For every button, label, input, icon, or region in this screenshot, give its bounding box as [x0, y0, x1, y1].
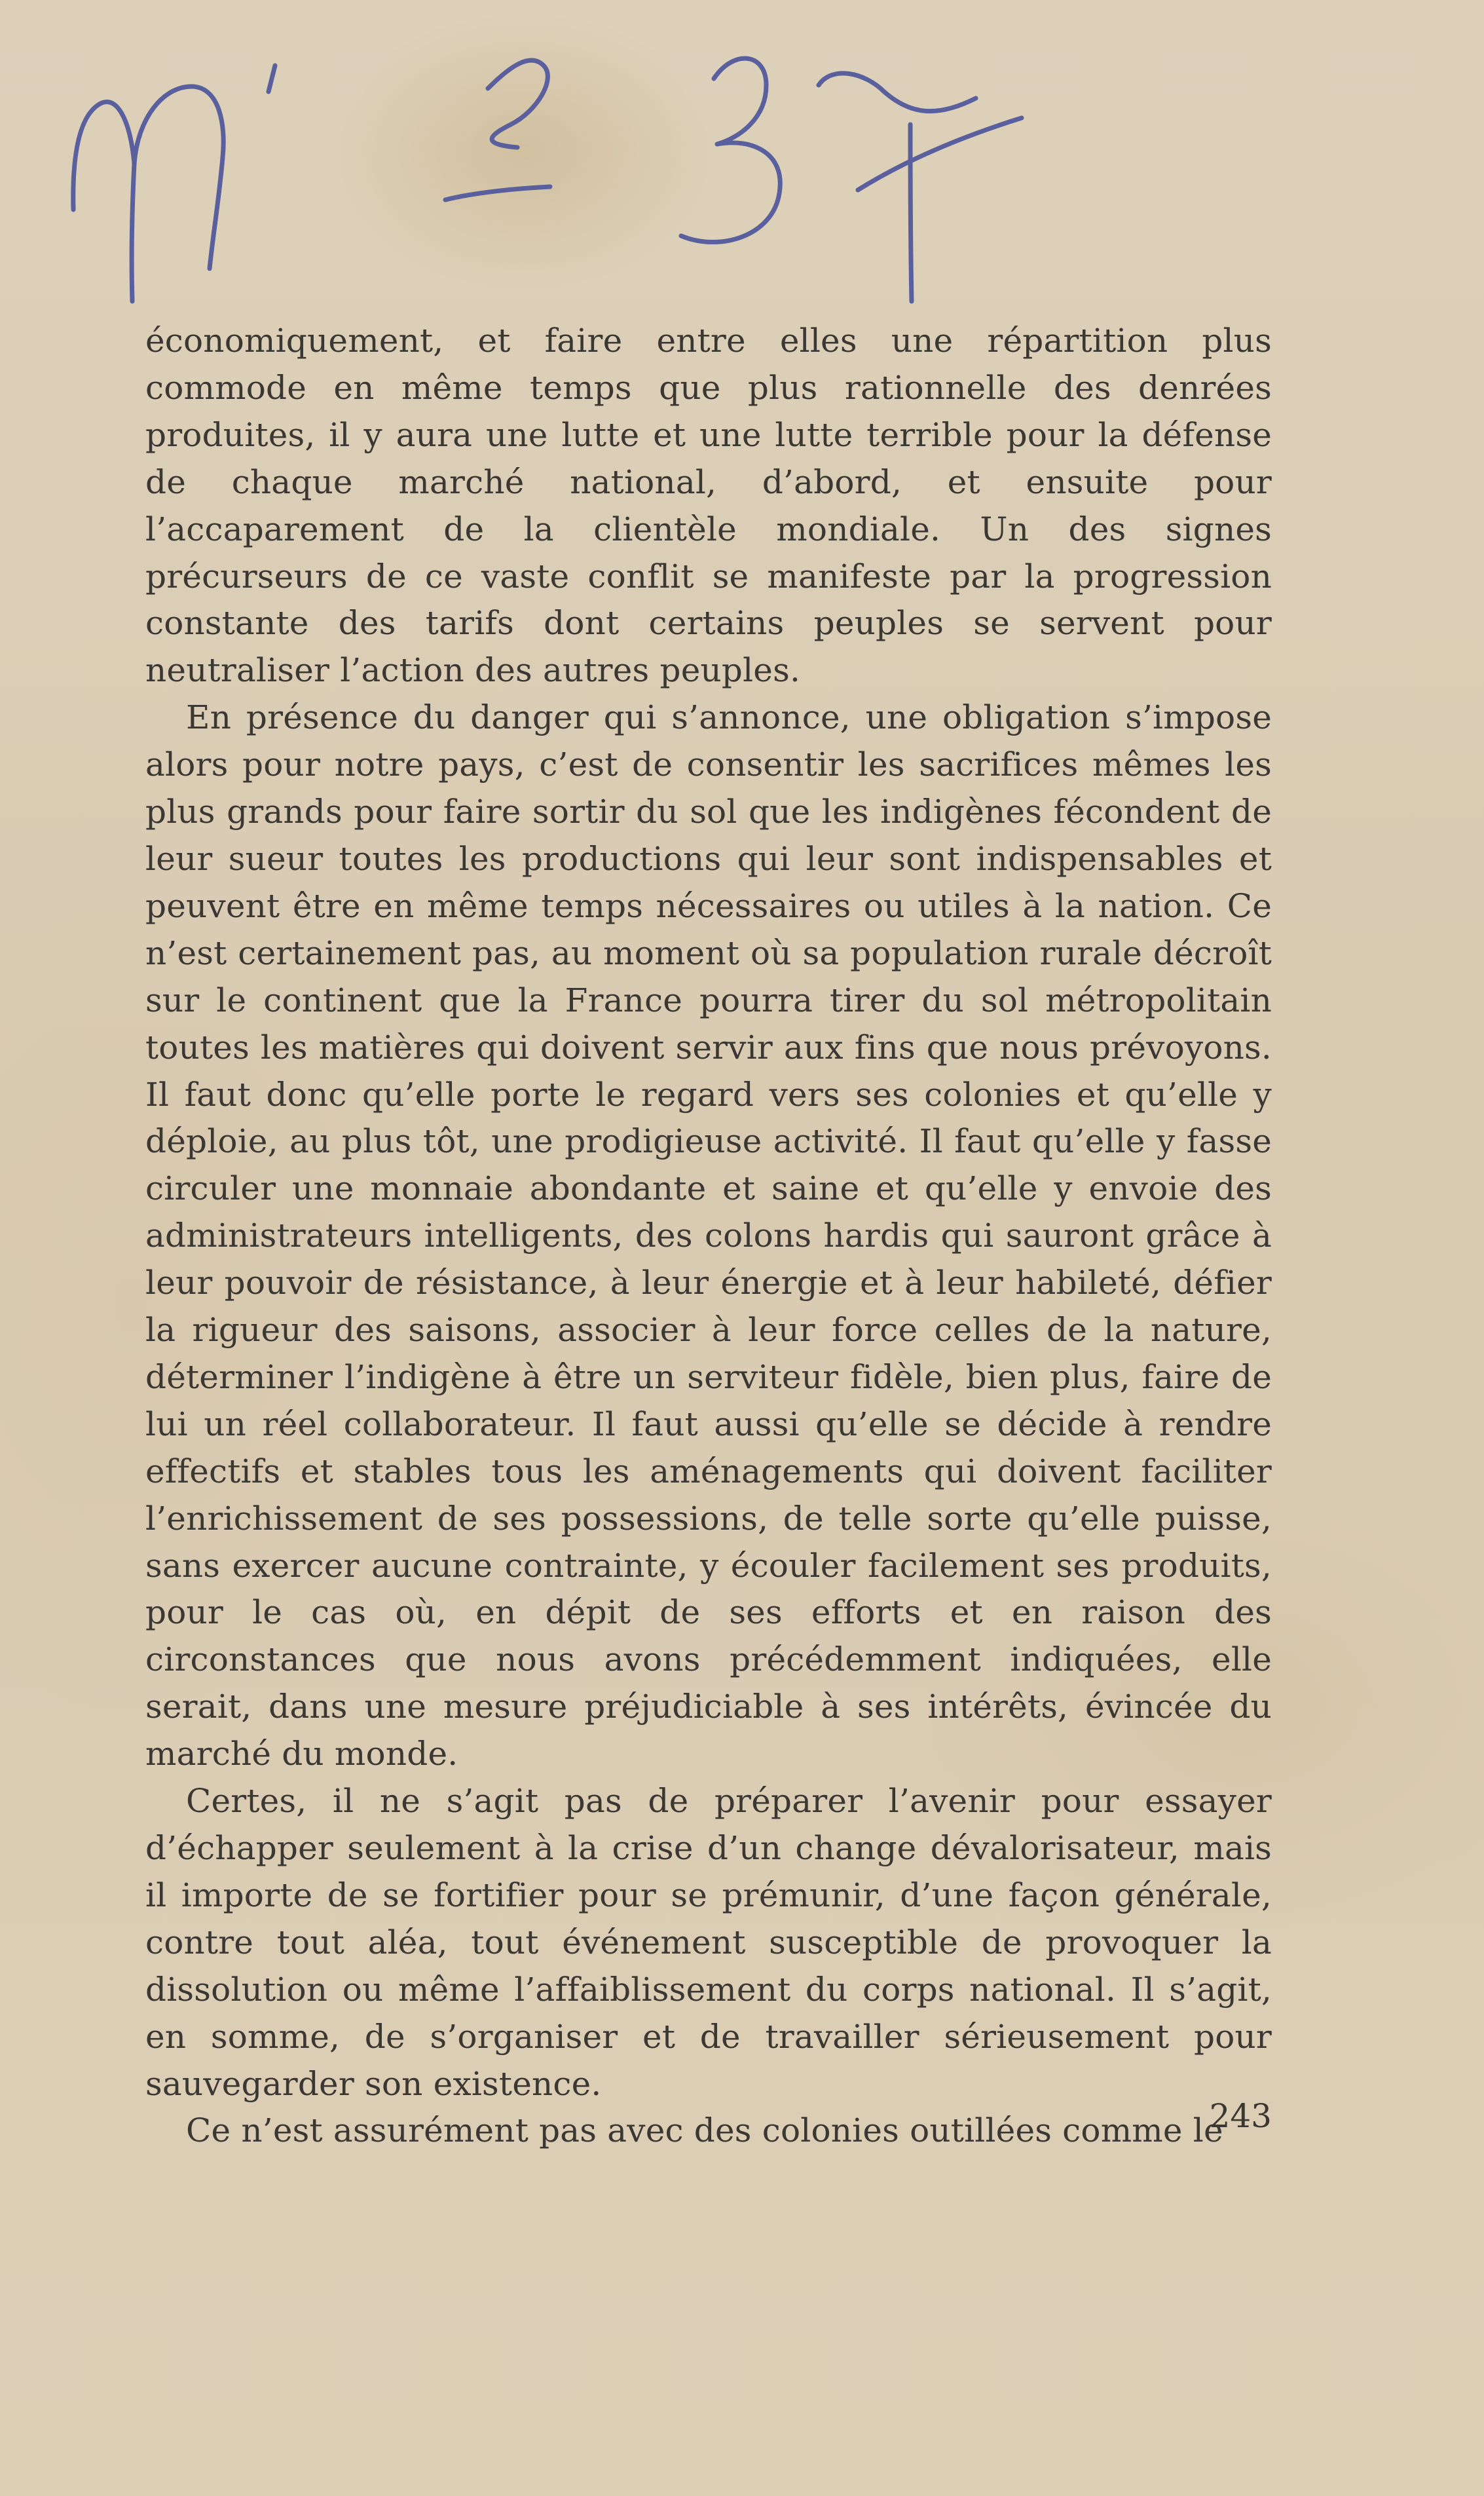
handwritten-number-drawing [59, 26, 1081, 328]
pen-stroke-n-leg [132, 164, 134, 301]
pen-stroke-dash [445, 187, 550, 200]
paragraph-4: Ce n’est assurément pas avec des colonies outillées comme le [186, 2111, 1223, 2150]
body-text [145, 318, 1272, 2155]
pen-stroke-tick [269, 66, 275, 92]
pen-stroke-7-stem [910, 124, 912, 301]
paragraph-2: En présence du danger qui s’annonce, une obligation s’impose alors pour notre pays, c’est de consentir les sacrifices mêmes les plus grands pour faire sortir du sol que les indigènes fécondent de leur sueur toutes les productions qui leur sont indispensables et peuvent être en même temps nécessaires ou utiles à la nation. Ce n’est certainement pas, au moment où sa population rurale décroît sur le continent que la France pourra tirer du sol métropolitain toutes les matières qui doivent servir aux fins que nous prévoyons. Il faut donc qu’elle porte le regard vers ses colonies et qu’elle y déploie, au plus tôt, une prodigieuse activité. Il faut qu’elle y fasse circuler une monnaie abondante et saine et qu’elle y envoie des administrateurs intelligents, des colons hardis qui sauront grâce à leur pouvoir de résistance, à leur énergie et à leur habileté, défier la rigueur des saisons, associer à leur force celles de la nature, déterminer l’indigène à être un serviteur fidèle, bien plus, faire de lui un réel collaborateur. Il faut aussi qu’elle se décide à rendre effectifs et stables tous les aménagements qui doivent faciliter l’enrichissement de ses possessions, de telle sorte qu’elle puisse, sans exercer aucune contrainte, y écouler facilement ses produits, pour le cas où, en dépit de ses efforts et en raison des circonstances que nous avons précédemment indiquées, elle serait, dans une mesure préjudiciable à ses intérêts, évincée du marché du monde. [145, 698, 1272, 1773]
handwritten-annotation [59, 26, 1081, 328]
pen-stroke-7-bar [858, 118, 1022, 190]
paragraph-3: Certes, il ne s’agit pas de préparer l’avenir pour essayer d’échapper seulement à la crise d’un change dévalorisateur, mais il importe de se fortifier pour se prémunir, d’une façon générale, contre tout aléa, tout événement susceptible de provoquer la dissolution ou même l’affaiblissement du corps national. Il s’agit, en somme, de s’organiser et de travailler sérieusement pour sauvegarder son existence. [145, 1782, 1272, 2103]
pen-stroke-n [73, 86, 223, 269]
pen-stroke-7-top [819, 73, 976, 111]
paragraph-1: économiquement, et faire entre elles une répartition plus commode en même temps que plus rationnelle des denrées produites, il y aura une lutte et une lutte terrible pour la défense de chaque marché national, d’abord, et ensuite pour l’accaparement de la clientèle mondiale. Un des signes précurseurs de ce vaste conflit se manifeste par la progression constante des tarifs dont certains peuples se servent pour neutraliser l’action des autres peuples. [145, 322, 1272, 690]
page-number: 243 [1209, 2097, 1272, 2135]
pen-stroke-3 [681, 58, 780, 242]
pen-stroke-o [488, 60, 547, 147]
